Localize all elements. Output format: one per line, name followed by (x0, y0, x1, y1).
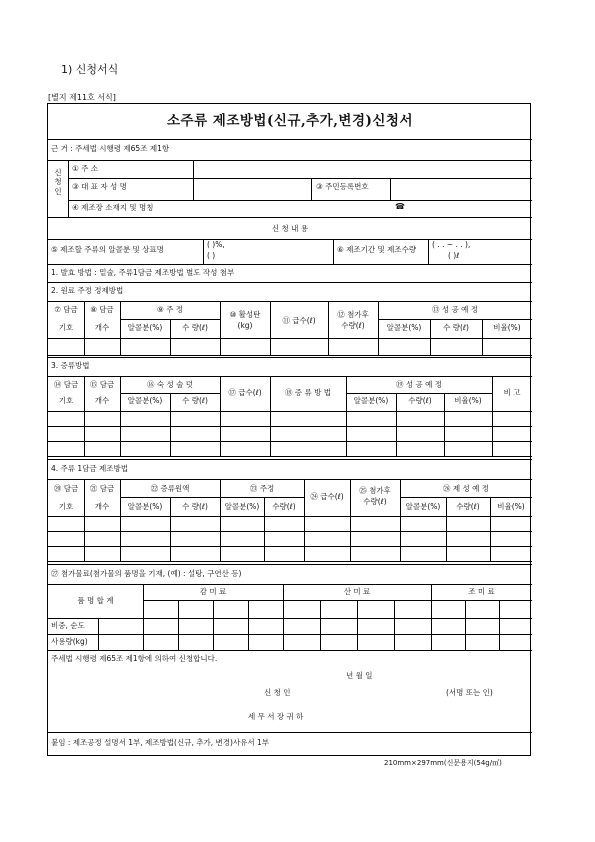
attachment-list: 붙임 : 제조공정 설명서 1부, 제조방법(신규, 추가, 변경)사유서 1부 (51, 738, 270, 747)
factory-location-label: ④ 제조장 소재지 및 명칭 (72, 203, 154, 212)
sec2-col-expected: ⑬ 성 공 예 정 (431, 305, 479, 314)
apply-content-header: 신 청 내 용 (271, 224, 309, 233)
production-quantity-field: ( )ℓ (448, 251, 460, 260)
applicant-label: 신 청 인 (54, 168, 62, 196)
additive-acidulant: 산 미 료 (343, 587, 371, 596)
sec4-col-expected-qty: 수량(ℓ) (456, 502, 480, 511)
section2-title: 2. 원료 주정 정제방법 (51, 286, 124, 295)
sec4-col-brew-no: ⑳ 담금 (53, 484, 79, 493)
alcohol-percent-field: ( )%, (207, 240, 225, 249)
sec2-col-spirit-qty: 수 량(ℓ) (182, 323, 208, 332)
sign-or-seal-note: (서명 또는 인) (446, 688, 493, 697)
sec4-col-after-add: ㉕ 첨가후 (359, 486, 391, 495)
sec2-col-charcoal: ⑩ 활성탄 (229, 310, 261, 319)
paper-size-note: 210mm×297mm(신문용지(54g/㎡) (384, 759, 502, 767)
sec4-col-after-add-qty: 수량(ℓ) (363, 497, 387, 506)
production-period-field: ( . . ~ . . ), (432, 240, 471, 249)
sec2-col-after-add-qty: 수량(ℓ) (341, 321, 365, 330)
sec4-col-brew-no-sub: 기호 (58, 502, 74, 511)
usage-amount-label: 사용량(kg) (51, 637, 88, 646)
section-heading: 1) 신청서식 (61, 63, 119, 76)
sec4-col-spirit-abv: 알콜분(%) (224, 502, 260, 511)
legal-basis: 근 거 : 주세법 시행령 제65조 제1항 (51, 144, 170, 153)
sec4-col-brew-count: ㉑ 담금 (89, 484, 115, 493)
sec4-col-spirit: ㉓ 주정 (249, 484, 275, 493)
addressee: 세 무 서 장 귀 하 (248, 712, 304, 721)
liquor-alcohol-brand-label: ⑤ 제조할 주류의 알콜분 및 상표명 (51, 245, 164, 254)
phone-icon: ☎ (395, 202, 405, 211)
sec3-col-brew-no: ⑭ 담금 (53, 380, 79, 389)
additive-seasoning: 조 미 료 (468, 587, 495, 596)
brand-name-field: ( ) (207, 251, 216, 260)
sec4-col-expected-ratio: 비율(%) (497, 502, 525, 511)
sec2-col-expected-ratio: 비율(%) (493, 323, 521, 332)
sec2-col-brew-count-sub: 개수 (94, 323, 110, 332)
sec4-col-distillate-qty: 수 량(ℓ) (182, 502, 208, 511)
application-statement: 주세법 시행령 제65조 제1항에 의하여 신청합니다. (51, 654, 218, 663)
representative-name-label: ③ 대 표 자 성 명 (72, 182, 127, 191)
sec3-col-brew-count: ⑮ 담금 (89, 380, 115, 389)
fermentation-method: 1. 발효 방법 : 밑술, 주류1담금 제조방법 별도 작성 첨부 (51, 268, 235, 277)
sec2-col-spirit-abv: 알콜분(%) (127, 323, 163, 332)
form-number: [별지 제11호 서식] (48, 93, 116, 102)
additive-sweetener: 감 미 료 (199, 587, 227, 596)
sec3-col-aged-mash: ⑯ 숙 성 술 덧 (146, 380, 194, 389)
section4-title: 4. 주류 1담금 제조방법 (51, 464, 129, 473)
sec2-col-brew-no: ⑦ 담금 (54, 305, 78, 314)
sec2-col-expected-qty: 수 량(ℓ) (443, 323, 469, 332)
additive-item-total: 품 명 합 계 (77, 596, 114, 605)
sec4-col-brew-count-sub: 개수 (94, 502, 110, 511)
sec2-col-charcoal-unit: (kg) (237, 321, 253, 330)
sec3-col-brew-count-sub: 개수 (94, 396, 110, 405)
sec4-col-water: ㉔ 급수(ℓ) (310, 492, 344, 501)
sec4-col-distillate: ㉒ 증류원액 (150, 484, 190, 493)
sec3-col-remarks: 비 고 (503, 388, 521, 397)
sec4-col-expected: ㉖ 제 성 예 정 (442, 484, 490, 493)
sec3-col-water: ⑰ 급수(ℓ) (228, 388, 262, 397)
address-label: ① 주 소 (72, 164, 98, 173)
sec3-col-expected: ⑲ 성 공 예 정 (395, 380, 443, 389)
sec3-col-aged-abv: 알콜분(%) (127, 396, 163, 405)
sec4-col-expected-abv: 알콜분(%) (405, 502, 441, 511)
sec3-col-aged-qty: 수 량(ℓ) (182, 396, 208, 405)
sec2-col-expected-abv: 알콜분(%) (386, 323, 422, 332)
section3-title: 3. 증류방법 (51, 361, 90, 370)
sec3-col-expected-ratio: 비율(%) (454, 396, 482, 405)
sec3-col-distill-method: ⑱ 증 류 방 법 (284, 388, 332, 397)
sec4-col-distillate-abv: 알콜분(%) (127, 502, 163, 511)
sec3-col-brew-no-sub: 기호 (58, 396, 74, 405)
application-form (47, 103, 531, 756)
form-title: 소주류 제조방법(신규,추가,변경)신청서 (166, 113, 414, 129)
additive-note: ㉗ 첨가물료(첨가물의 품명을 기재, (예) : 설탕, 구연산 등) (51, 569, 242, 578)
sec3-col-expected-abv: 알콜분(%) (353, 396, 389, 405)
sec3-col-expected-qty: 수량(ℓ) (408, 396, 432, 405)
applicant-sign-label: 신 청 인 (264, 688, 291, 697)
production-period-label: ⑥ 제조기간 및 제조수량 (337, 245, 417, 254)
sec2-col-brew-count: ⑧ 담금 (90, 305, 114, 314)
sec2-col-spirit: ⑨ 주 정 (157, 305, 183, 314)
density-purity-label: 비중, 순도 (51, 621, 85, 630)
resident-number-label: ③ 주민등록번호 (316, 182, 369, 191)
sec2-col-after-add: ⑫ 첨가후 (337, 310, 369, 319)
sec2-col-brew-no-sub: 기호 (58, 323, 74, 332)
application-date: 년 월 일 (346, 671, 373, 680)
sec4-col-spirit-qty: 수량(ℓ) (272, 502, 296, 511)
sec2-col-water: ⑪ 급수(ℓ) (282, 316, 316, 325)
